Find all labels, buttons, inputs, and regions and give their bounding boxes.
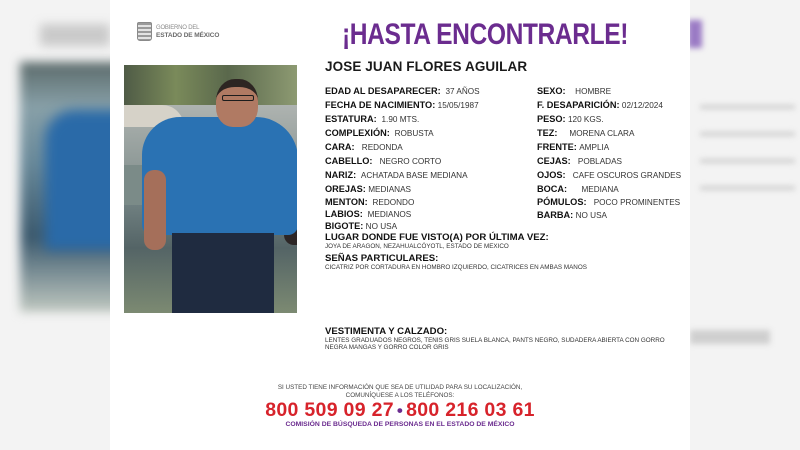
logo-line-1: GOBIERNO DEL [156,24,200,31]
blurred-logo [40,24,110,46]
field-skin-tone: TEZ: MORENA CLARA [537,128,635,138]
blurred-bottom-line [690,330,770,344]
coat-of-arms-icon [137,22,152,41]
field-weight: PESO: 120 KGS. [537,114,604,124]
last-seen-text: JOYA DE ARAGON, NEZAHUALCÓYOTL, ESTADO DE MEXICO [325,243,509,250]
field-age: EDAD AL DESAPARECER: 37 AÑOS [325,86,480,96]
government-logo [137,22,219,41]
field-forehead: FRENTE: AMPLIA [537,142,610,152]
missing-person-poster [110,0,690,450]
clothing-text-line2: NEGRA MANGAS Y GORRO COLOR GRIS [325,344,449,351]
field-ears: OREJAS: MEDIANAS [325,184,411,194]
field-sex: SEXO: HOMBRE [537,86,612,96]
headline: ¡HASTA ENCONTRARLE! [342,18,629,51]
field-eyebrows: CEJAS: POBLADAS [537,156,623,166]
contact-info [110,384,690,399]
field-mustache: BIGOTE: NO USA [325,221,398,231]
field-build: COMPLEXIÓN: ROBUSTA [325,128,434,138]
person-name: JOSE JUAN FLORES AGUILAR [325,59,528,74]
distinguishing-marks-text: CICATRIZ POR CORTADURA EN HOMBRO IZQUIERDO, CICATRICES EN AMBAS MANOS [325,264,587,271]
clothing-text-line1: LENTES GRADUADOS NEGROS, TENIS GRIS SUELA BLANCA, PANTS NEGRO, SUDADERA ABIERTA CON GORRO [325,337,665,344]
contact-info-line1: SI USTED TIENE INFORMACIÓN QUE SEA DE UTILIDAD PARA SU LOCALIZACIÓN, [277,384,523,391]
distinguishing-marks-title: SEÑAS PARTICULARES: [325,253,439,264]
field-eyes: OJOS: CAFE OSCUROS GRANDES [537,170,682,180]
commission-name: COMISIÓN DE BÚSQUEDA DE PERSONAS EN EL ESTADO DE MÉXICO [285,421,515,428]
field-mouth: BOCA: MEDIANA [537,184,619,194]
phone-numbers [110,399,690,422]
last-seen-title: LUGAR DONDE FUE VISTO(A) POR ÚLTIMA VEZ: [325,232,549,243]
person-photo [124,65,297,313]
field-hair: CABELLO: NEGRO CORTO [325,156,442,166]
phone-number-1[interactable]: 800 509 09 27 [265,399,394,421]
field-height: ESTATURA: 1.90 MTS. [325,114,420,124]
logo-line-2: ESTADO DE MÉXICO [156,31,220,39]
clothing-title: VESTIMENTA Y CALZADO: [325,326,448,337]
field-cheekbones: PÓMULOS: POCO PROMINENTES [537,197,681,207]
blurred-text-lines [700,95,795,205]
phone-number-2[interactable]: 800 216 03 61 [406,399,535,421]
blurred-headline-edge [688,20,702,48]
field-beard: BARBA: NO USA [537,210,608,220]
field-chin: MENTON: REDONDO [325,197,415,207]
field-birth-date: FECHA DE NACIMIENTO: 15/05/1987 [325,100,479,110]
bullet-separator-icon: • [396,401,404,420]
contact-info-line2: COMUNÍQUESE A LOS TELÉFONOS: [345,391,455,399]
field-disappearance-date: F. DESAPARICIÓN: 02/12/2024 [537,100,663,110]
field-face: CARA: REDONDA [325,142,403,152]
field-nose: NARIZ: ACHATADA BASE MEDIANA [325,170,468,180]
field-lips: LABIOS: MEDIANOS [325,209,412,219]
